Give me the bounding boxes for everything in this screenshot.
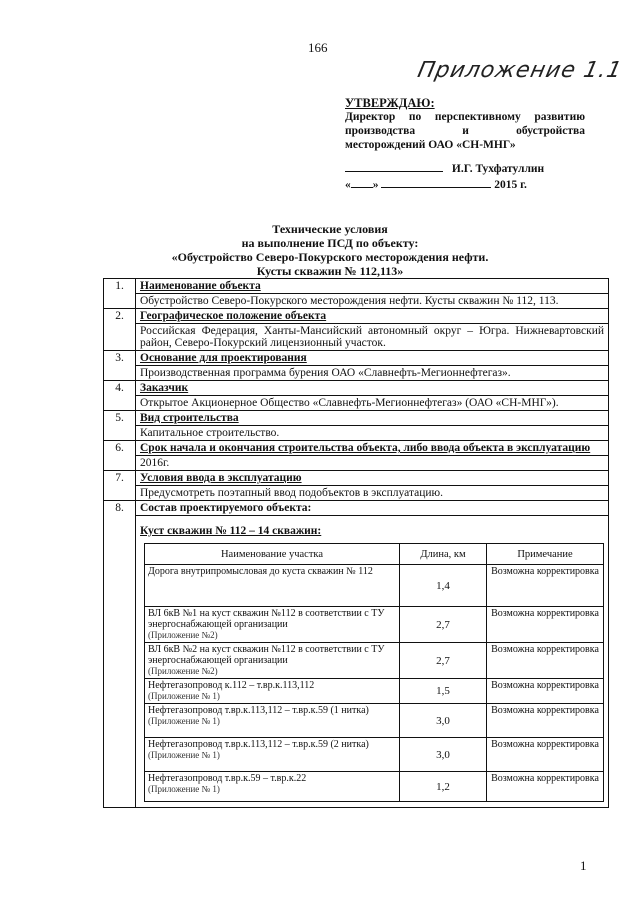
approval-line-3: месторождений ОАО «СН-МНГ» [345,139,516,151]
title-line-2: на выполнение ПСД по объекту: [241,236,419,250]
segment-note: Возможна корректировка [487,772,604,802]
section-number: 4. [104,381,136,411]
section-heading: Заказчик [136,381,609,396]
segment-name: Нефтегазопровод к.112 – т.вр.к.113,112 (Приложение № 1) [145,679,400,704]
segment-note: Возможна корректировка [487,738,604,772]
title-line-1: Технические условия [272,222,388,236]
section-heading: Наименование объекта [136,279,609,294]
table-row [145,607,604,643]
table-row [145,738,604,772]
segment-name: Дорога внутрипромысловая до куста скважин № 112 [145,565,400,607]
segment-reference: (Приложение № 1) [148,784,220,794]
section-heading: Вид строительства [136,411,609,426]
cluster-heading: Куст скважин № 112 – 14 скважин: [140,525,322,537]
segment-note: Возможна корректировка [487,643,604,679]
segment-reference: (Приложение № 1) [148,691,220,701]
approval-line-1: Директор по перспективному развитию [345,111,585,123]
date-line [345,179,585,191]
segment-length: 2,7 [400,607,487,643]
segment-reference: (Приложение № 1) [148,716,220,726]
signature-blank [345,171,443,172]
segments-table [144,543,604,802]
segment-name: ВЛ 6кВ №2 на куст скважин №112 в соответствии с ТУ энергоснабжающей организации (Приложение №2) [145,643,400,679]
section-heading: Условия ввода в эксплуатацию [136,471,609,486]
segment-note: Возможна корректировка [487,607,604,643]
column-header: Примечание [487,544,604,565]
segment-note: Возможна корректировка [487,565,604,607]
section-text: 2016г. [136,456,609,471]
approval-block [345,96,585,152]
segment-name: Нефтегазопровод т.вр.к.113,112 – т.вр.к.59 (1 нитка) (Приложение № 1) [145,704,400,738]
table-row [145,643,604,679]
section-text: Обустройство Северо-Покурского месторождения нефти. Кусты скважин № 112, 113. [136,294,609,309]
signer-name: И.Г. Тухфатуллин [451,163,545,175]
table-row [145,772,604,802]
segment-length: 1,2 [400,772,487,802]
segment-name: Нефтегазопровод т.вр.к.113,112 – т.вр.к.59 (2 нитка) (Приложение № 1) [145,738,400,772]
section-text: Производственная программа бурения ОАО «Славнефть-Мегионнефтегаз». [136,366,609,381]
document-title [120,222,540,278]
section-number: 2. [104,309,136,351]
column-header: Длина, км [400,544,487,565]
signature-line [345,163,585,175]
segment-length: 3,0 [400,704,487,738]
approval-line-2: производства и обустройства [345,125,585,137]
section-text: Открытое Акционерное Общество «Славнефть-Мегионнефтегаз» (ОАО «СН-МНГ»). [136,396,609,411]
section-text: Предусмотреть поэтапный ввод подобъектов в эксплуатацию. [136,486,609,501]
table-row [145,704,604,738]
title-line-3: «Обустройство Северо-Покурского месторождения нефти. [171,250,489,264]
segment-length: 1,5 [400,679,487,704]
section-heading: Основание для проектирования [136,351,609,366]
section-number: 5. [104,411,136,441]
conditions-table [103,278,609,808]
section-heading: Состав проектируемого объекта: [136,501,609,516]
handwritten-annotation: Приложение 1.1 [415,58,625,83]
title-line-4: Кусты скважин № 112,113» [256,264,404,278]
section-number: 7. [104,471,136,501]
approval-heading: УТВЕРЖДАЮ: [345,96,435,110]
segment-note: Возможна корректировка [487,679,604,704]
segment-length: 3,0 [400,738,487,772]
segment-name: Нефтегазопровод т.вр.к.59 – т.вр.к.22 (Приложение № 1) [145,772,400,802]
page-number-bottom: 1 [580,858,587,873]
table-row [145,565,604,607]
section-number: 3. [104,351,136,381]
section-8-content [136,516,609,808]
date-close-quote: » [372,179,379,191]
segment-note: Возможна корректировка [487,704,604,738]
section-number: 8. [104,501,136,808]
table-row [145,679,604,704]
section-heading: Срок начала и окончания строительства объекта, либо ввода объекта в эксплуатацию [136,441,609,456]
column-header: Наименование участка [145,544,400,565]
segment-name: ВЛ 6кВ №1 на куст скважин №112 в соответствии с ТУ энергоснабжающей организации (Приложение №2) [145,607,400,643]
date-open-quote: « [345,179,351,191]
approval-year: 2015 г. [494,179,527,191]
section-text: Российская Федерация, Ханты-Мансийский автономный округ – Югра. Нижневартовский район, Северо-Покурский лицензионный участок. [136,324,609,351]
page-number-top: 166 [308,40,328,55]
section-text: Капитальное строительство. [136,426,609,441]
segment-length: 2,7 [400,643,487,679]
section-number: 1. [104,279,136,309]
section-heading: Географическое положение объекта [136,309,609,324]
section-number: 6. [104,441,136,471]
segment-reference: (Приложение №2) [148,630,218,640]
segment-reference: (Приложение № 1) [148,750,220,760]
segment-length: 1,4 [400,565,487,607]
segment-reference: (Приложение №2) [148,666,218,676]
